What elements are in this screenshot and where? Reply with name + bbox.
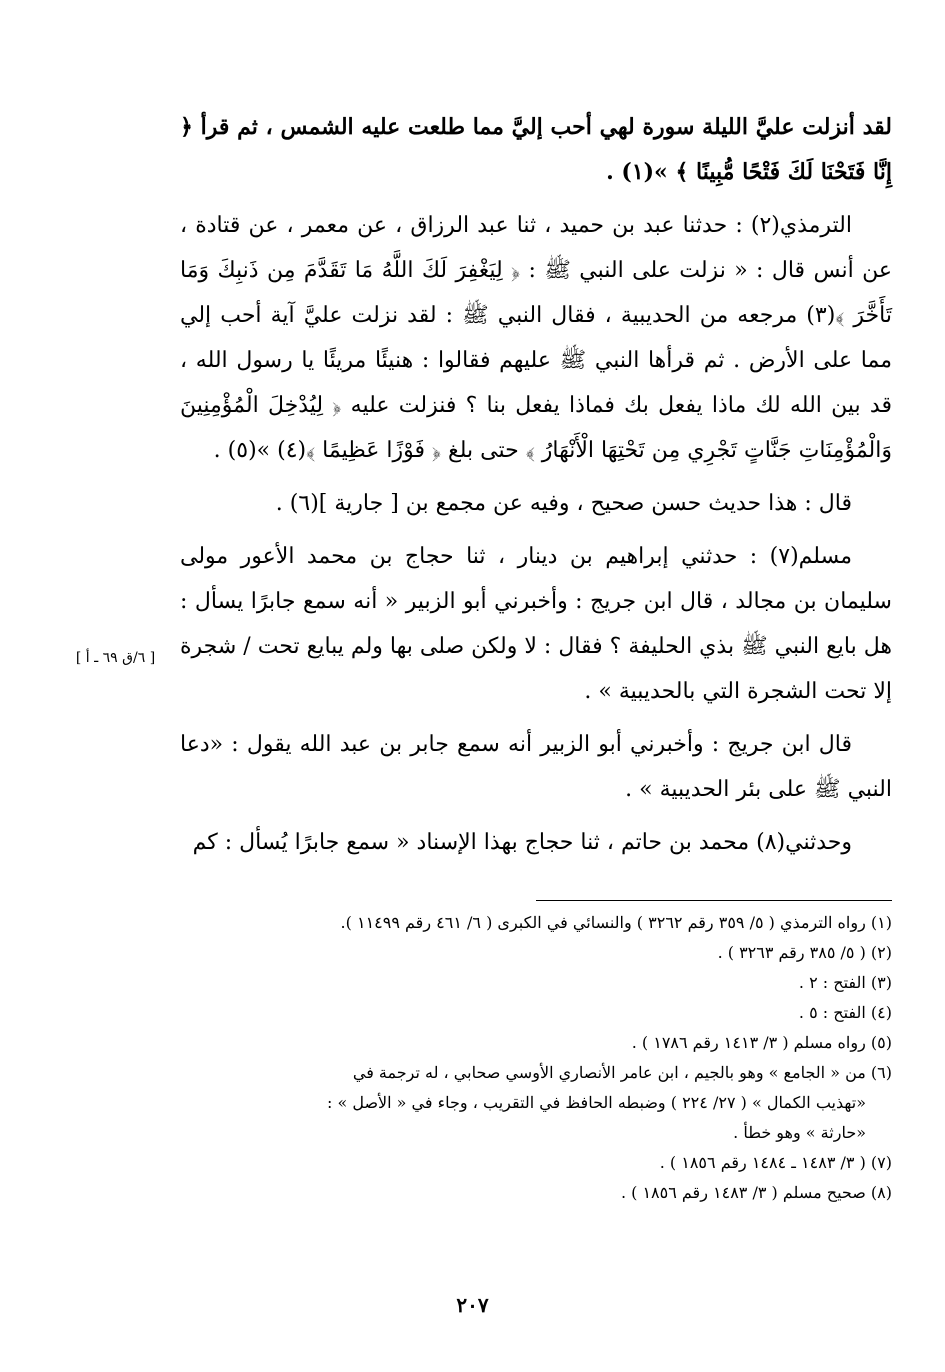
paragraph-3: قال : هذا حديث حسن صحيح ، وفيه عن مجمع بن [ جارية ](٦) . [275,491,852,516]
paragraph-2-tirmidhi: الترمذي(٢) : حدثنا عبد بن حميد ، ثنا عبد الرزاق ، عن معمر ، عن قتادة ، عن أنس قال : « نزلت على النبي ﷺ : ﴿ لِيَغْفِرَ لَكَ اللَّهُ مَا تَقَدَّمَ مِن ذَنبِكَ وَمَا تَأَخَّرَ ﴾(٣) مرجعه من الحديبية ، فقال النبي ﷺ : لقد نزلت عليَّ آية أحب إلي مما على الأرض . ثم قرأها النبي ﷺ عليهم فقالوا : هنيئًا مريئًا يا رسول الله ، قد بين الله لك ماذا يفعل بك فماذا يفعل بنا ؟ فنزلت عليه ﴿ لِيُدْخِلَ الْمُؤْمِنِينَ وَالْمُؤْمِنَاتِ جَنَّاتٍ تَجْرِي مِن تَحْتِهَا الْأَنْهَارُ ﴾ حتى بلغ ﴿ فَوْزًا عَظِيمًا ﴾(٤) »(٥) . [180,213,892,463]
main-text [180,105,892,873]
footnote-8: (٨) صحيح مسلم ( ٣/ ١٤٨٣ رقم ١٨٥٦ ) . [620,1183,892,1202]
footnote-6-continued: «حارثة » وهو خطأ . [733,1123,866,1142]
footnote-3: (٣) الفتح : ٢ . [798,973,892,992]
footnote-4: (٤) الفتح : ٥ . [798,1003,892,1022]
footnote-6: (٦) من « الجامع » وهو بالجيم ، ابن عامر الأنصاري الأوسي صحابي ، له ترجمة في [352,1063,892,1082]
manuscript-folio-note: [ ٦/ق ٦٩ ـ أ ] [75,650,156,666]
paragraph-5: قال ابن جريج : وأخبرني أبو الزبير أنه سمع جابر بن عبد الله يقول : «دعا النبي ﷺ على بئر الحديبية » . [180,732,892,802]
footnote-7: (٧) ( ٣/ ١٤٨٣ ـ ١٤٨٤ رقم ١٨٥٦ ) . [659,1153,892,1172]
paragraph-6: وحدثني(٨) محمد بن حاتم ، ثنا حجاج بهذا الإسناد « سمع جابرًا يُسأل : كم [192,830,852,855]
page-number: ٢٠٧ [456,1293,489,1317]
footnote-divider [536,900,892,901]
footnotes [180,908,892,1208]
paragraph-4-muslim: مسلم(٧) : حدثني إبراهيم بن دينار ، ثنا حجاج بن محمد الأعور مولى سليمان بن مجالد ، قال ابن جريج : وأخبرني أبو الزبير « أنه سمع جابرًا يسأل : هل بايع النبي ﷺ بذي الحليفة ؟ فقال : لا ولكن صلى بها ولم يبايع تحت / شجرة إلا تحت الشجرة التي بالحديبية » . [180,544,892,704]
footnote-2: (٢) ( ٥/ ٣٨٥ رقم ٣٢٦٣ ) . [717,943,892,962]
paragraph-1: لقد أنزلت عليَّ الليلة سورة لهي أحب إليَّ مما طلعت عليه الشمس ، ثم قرأ ﴿ إِنَّا فَتَحْنَا لَكَ فَتْحًا مُّبِينًا ﴾ »(١) . [180,114,892,185]
footnote-6-continued: «تهذيب الكمال » ( ٢٧/ ٢٢٤ ) وضبطه الحافظ في التقريب ، وجاء في « الأصل » : [326,1093,866,1112]
footnote-1: (١) رواه الترمذي ( ٥/ ٣٥٩ رقم ٣٢٦٢ ) والنسائي في الكبرى ( ٦/ ٤٦١ رقم ١١٤٩٩ ). [340,913,892,932]
footnote-5: (٥) رواه مسلم ( ٣/ ١٤١٣ رقم ١٧٨٦ ) . [631,1033,892,1052]
